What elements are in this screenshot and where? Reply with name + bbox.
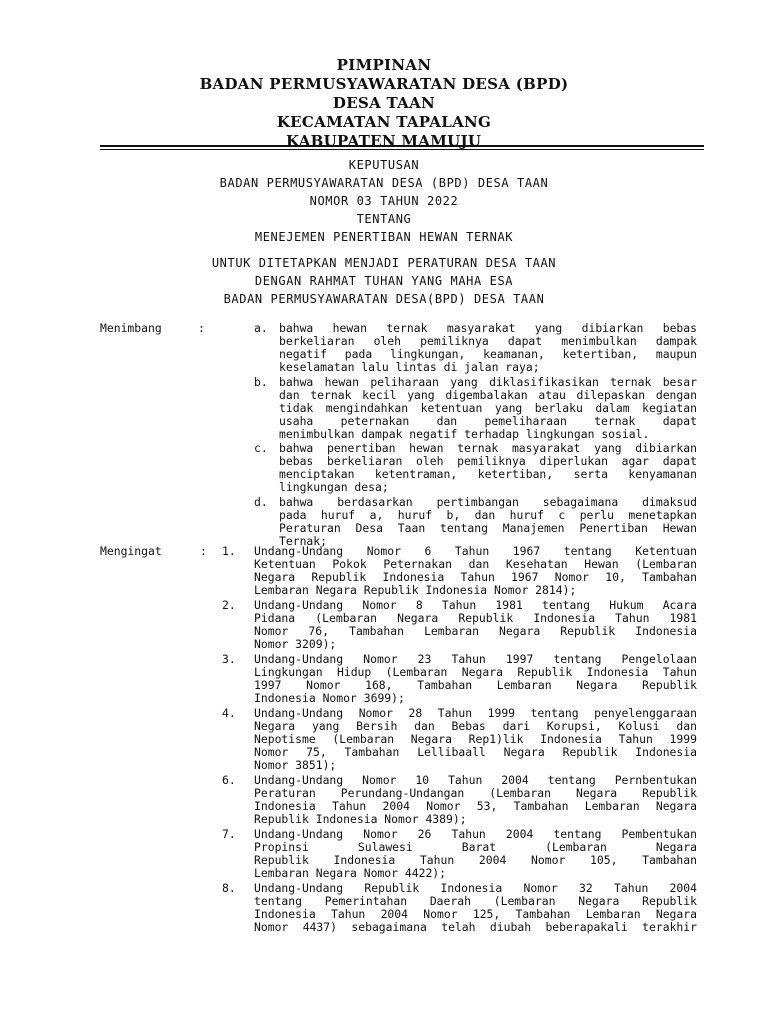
mengingat-item-line: Nomor 76, Tambahan Lembaran Negara Republik Indonesia bbox=[254, 624, 697, 638]
menimbang-item-line: berkeliaran oleh pemiliknya dapat menimbulkan dampak bbox=[279, 334, 697, 348]
letterhead-line: BADAN PERMUSYAWARATAN DESA (BPD) bbox=[199, 75, 569, 93]
letterhead-rule-thin bbox=[100, 149, 704, 150]
mengingat-item-line: Lingkungan Hidup (Lembaran Negara Republik Indonesia Tahun bbox=[254, 665, 697, 679]
mengingat-item-line: Undang-Undang Nomor 28 Tahun 1999 tentang penyelenggaraan bbox=[254, 706, 697, 720]
mengingat-item-line: Ketentuan Pokok Peternakan dan Kesehatan Hewan (Lembaran bbox=[254, 557, 697, 571]
mengingat-colon: : bbox=[200, 544, 207, 558]
menimbang-item-line: bahwa hewan ternak masyarakat yang dibiarkan bebas bbox=[279, 321, 697, 335]
letterhead-line: KECAMATAN TAPALANG bbox=[276, 113, 492, 131]
mengingat-item-marker: 3. bbox=[222, 652, 236, 666]
decree-title-line: NOMOR 03 TAHUN 2022 bbox=[309, 194, 459, 208]
mengingat-item-line: Propinsi Sulawesi Barat (Lembaran Negara bbox=[254, 840, 697, 854]
menimbang-item-line: usaha peternakan dan pemeliharaan ternak dapat bbox=[279, 414, 697, 428]
letterhead bbox=[0, 56, 768, 151]
mengingat-item-marker: 6. bbox=[222, 773, 236, 787]
menimbang-item-line: Ternak; bbox=[279, 534, 328, 548]
menimbang-item-line: dan ternak kecil yang digembalakan atau dilepaskan dengan bbox=[279, 388, 697, 402]
menimbang-item-line: menciptakan ketentraman, ketertiban, serta kenyamanan bbox=[279, 467, 697, 481]
menimbang-item-line: lingkungan desa; bbox=[279, 480, 389, 494]
mengingat-item-marker: 8. bbox=[222, 881, 236, 895]
mengingat-label: Mengingat bbox=[100, 544, 162, 558]
menimbang-item-line: negatif pada lingkungan, keamanan, ketertiban, maupun bbox=[279, 347, 697, 361]
decree-title bbox=[0, 156, 768, 246]
menimbang-item-line: bebas berkeliaran oleh pemiliknya diperlukan agar dapat bbox=[279, 454, 697, 468]
decree-subtitle bbox=[0, 254, 768, 308]
mengingat-item-line: 1997 Nomor 168, Tambahan Lembaran Negara Republik bbox=[254, 678, 697, 692]
mengingat-item-line: Nomor 75, Tambahan Lellibaall Negara Republik Indonesia bbox=[254, 745, 697, 759]
decree-title-line: MENEJEMEN PENERTIBAN HEWAN TERNAK bbox=[254, 230, 514, 244]
menimbang-item-marker: b. bbox=[254, 375, 268, 389]
letterhead-rule-thick bbox=[100, 145, 704, 147]
mengingat-item-marker: 2. bbox=[222, 598, 236, 612]
decree-title-line: TENTANG bbox=[356, 212, 412, 226]
mengingat-section bbox=[0, 544, 768, 964]
menimbang-section bbox=[0, 321, 768, 548]
mengingat-item-line: Pidana (Lembaran Negara Republik Indonesia Tahun 1981 bbox=[254, 611, 697, 625]
mengingat-item-line: Undang-Undang Nomor 8 Tahun 1981 tentang Hukum Acara bbox=[254, 598, 697, 612]
mengingat-item-line: Undang-Undang Nomor 6 Tahun 1967 tentang Ketentuan bbox=[254, 544, 697, 558]
mengingat-item-line: Negara Republik Indonesia Tahun 1967 Nomor 10, Tambahan bbox=[254, 570, 697, 584]
decree-title-line: BADAN PERMUSYAWARATAN DESA (BPD) DESA TAAN bbox=[219, 176, 549, 190]
menimbang-item-line: Peraturan Desa Taan tentang Manajemen Penertiban Hewan bbox=[279, 521, 697, 535]
mengingat-item-marker: 7. bbox=[222, 827, 236, 841]
mengingat-item-line: Indonesia Nomor 3699); bbox=[254, 691, 405, 705]
mengingat-item-line: Nomor 3851); bbox=[254, 758, 337, 772]
mengingat-item-marker: 4. bbox=[222, 706, 236, 720]
mengingat-item-line: Republik Indonesia Tahun 2004 Nomor 105, Tambahan bbox=[254, 853, 697, 867]
letterhead-line: PIMPINAN bbox=[336, 56, 432, 74]
mengingat-item-line: Negara yang Bersih dan Bebas dari Korupsi, Kolusi dan bbox=[254, 719, 697, 733]
menimbang-item-line: keselamatan lalu lintas di jalan raya; bbox=[279, 360, 540, 374]
menimbang-item-line: bahwa penertiban hewan ternak masyarakat yang dibiarkan bbox=[279, 441, 697, 455]
mengingat-item-line: Nepotisme (Lembaran Negara Rep1)lik Indonesia Tahun 1999 bbox=[254, 732, 697, 746]
mengingat-item-line: Indonesia Tahun 2004 Nomor 125, Tambahan Lembaran Negara bbox=[254, 907, 697, 921]
mengingat-item-line: Lembaran Negara Nomor 4422); bbox=[254, 866, 447, 880]
decree-subtitle-line: BADAN PERMUSYAWARATAN DESA(BPD) DESA TAAN bbox=[223, 292, 545, 306]
mengingat-item-line: Undang-Undang Nomor 26 Tahun 2004 tentang Pembentukan bbox=[254, 827, 697, 841]
mengingat-item-line: Peraturan Perundang-Undangan (Lembaran Negara Republik bbox=[254, 786, 697, 800]
mengingat-item-line: Undang-Undang Republik Indonesia Nomor 32 Tahun 2004 bbox=[254, 881, 697, 895]
mengingat-item-line: Republik Indonesia Nomor 4389); bbox=[254, 812, 467, 826]
decree-title-line: KEPUTUSAN bbox=[348, 158, 420, 172]
menimbang-item-marker: d. bbox=[254, 495, 268, 509]
menimbang-label: Menimbang bbox=[100, 321, 162, 335]
menimbang-item-line: bahwa berdasarkan pertimbangan sebagaimana dimaksud bbox=[279, 495, 697, 509]
decree-subtitle-line: UNTUK DITETAPKAN MENJADI PERATURAN DESA TAAN bbox=[211, 256, 557, 270]
mengingat-item-line: Lembaran Negara Republik Indonesia Nomor 2814); bbox=[254, 583, 577, 597]
letterhead-line: DESA TAAN bbox=[332, 94, 436, 112]
mengingat-item-marker: 1. bbox=[222, 544, 236, 558]
menimbang-item-line: menimbulkan dampak negatif terhadap lingkungan sosial. bbox=[279, 427, 650, 441]
mengingat-item-line: Nomor 4437) sebagaimana telah diubah beberapakali terakhir bbox=[254, 920, 697, 934]
mengingat-item-line: Undang-Undang Nomor 10 Tahun 2004 tentang Pernbentukan bbox=[254, 773, 697, 787]
menimbang-item-line: bahwa hewan peliharaan yang diklasifikasikan ternak besar bbox=[279, 375, 697, 389]
menimbang-item-line: pada huruf a, huruf b, dan huruf c perlu menetapkan bbox=[279, 508, 697, 522]
mengingat-item-line: Nomor 3209); bbox=[254, 637, 337, 651]
decree-subtitle-line: DENGAN RAHMAT TUHAN YANG MAHA ESA bbox=[254, 274, 514, 288]
menimbang-item-marker: c. bbox=[254, 441, 268, 455]
mengingat-item-line: tentang Pemerintahan Daerah (Lembaran Negara Republik bbox=[254, 894, 697, 908]
menimbang-item-line: tidak mengindahkan ketentuan yang berlaku dalam kegiatan bbox=[279, 401, 697, 415]
menimbang-item-marker: a. bbox=[254, 321, 268, 335]
letterhead-line: KABUPATEN MAMUJU bbox=[286, 132, 482, 150]
menimbang-colon: : bbox=[198, 321, 205, 335]
mengingat-item-line: Undang-Undang Nomor 23 Tahun 1997 tentang Pengelolaan bbox=[254, 652, 697, 666]
mengingat-item-line: Indonesia Tahun 2004 Nomor 53, Tambahan Lembaran Negara bbox=[254, 799, 697, 813]
